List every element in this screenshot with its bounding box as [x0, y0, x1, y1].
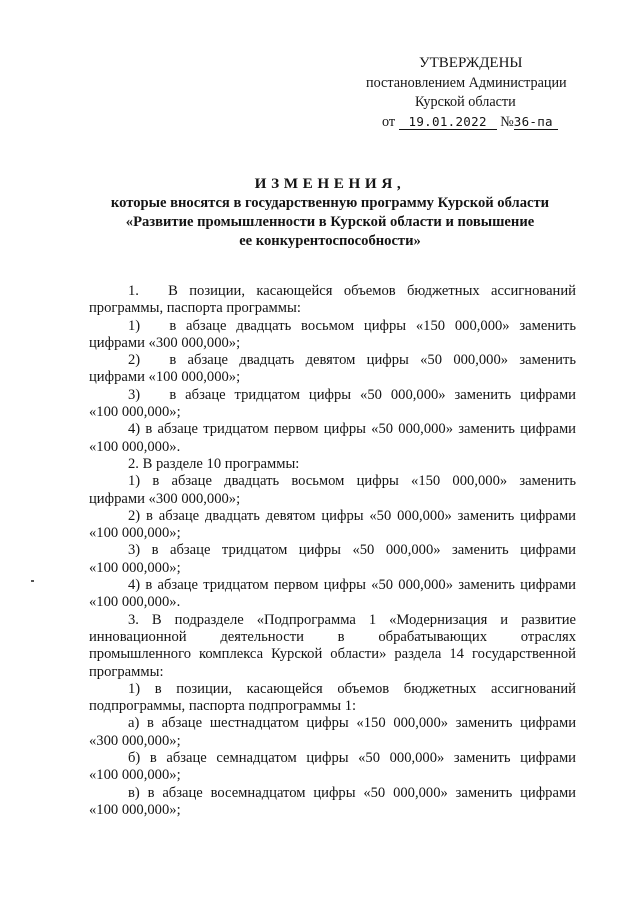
body-line: 4) в абзаце тридцатом первом цифры «50 000,000» заменить цифрами: [128, 577, 576, 594]
body-line: «100 000,000»;: [89, 801, 181, 818]
body-line: «100 000,000»;: [89, 404, 181, 421]
body-line: программы, паспорта программы:: [89, 300, 301, 317]
body-line: а) в абзаце шестнадцатом цифры «150 000,000» заменить цифрами: [128, 715, 576, 732]
body-line: промышленного комплекса Курской области» раздела 14 государственной: [89, 646, 576, 663]
document-heading: [80, 174, 580, 251]
body-line: цифрами «100 000,000»;: [89, 369, 241, 386]
approval-date-line: [360, 113, 590, 133]
body-line: «100 000,000»;: [89, 525, 181, 542]
body-line: «100 000,000»;: [89, 767, 181, 784]
heading-subtitle-2: «Развитие промышленности в Курской области и повышение: [125, 214, 535, 230]
body-line: 4) в абзаце тридцатом первом цифры «50 000,000» заменить цифрами: [128, 421, 576, 438]
approval-authority: постановлением Администрации: [366, 74, 567, 91]
approval-stamp: [360, 54, 590, 132]
scan-speck: [31, 580, 34, 582]
body-line: 1. В позиции, касающейся объемов бюджетных ассигнований: [128, 283, 576, 299]
body-line: цифрами «300 000,000»;: [89, 334, 241, 351]
body-line: 3) в абзаце тридцатом цифры «50 000,000» заменить цифрами: [128, 542, 576, 559]
body-line: цифрами «300 000,000»;: [89, 490, 241, 507]
date-prefix: от: [382, 113, 396, 130]
body-line: 2) в абзаце двадцать девятом цифры «50 000,000» заменить: [128, 352, 576, 369]
heading-title: ИЗМЕНЕНИЯ,: [254, 175, 406, 192]
body-line: программы:: [89, 663, 164, 680]
body-line: «100 000,000».: [89, 594, 181, 611]
body-line: 1) в позиции, касающейся объемов бюджетных ассигнований: [128, 680, 576, 697]
heading-subtitle-3: ее конкурентоспособности»: [239, 233, 421, 249]
document-body: [89, 283, 576, 819]
body-line: инновационной деятельности в обрабатывающих отраслях: [89, 628, 576, 645]
approval-number: 36-па: [514, 114, 558, 130]
approval-title: УТВЕРЖДЕНЫ: [419, 55, 523, 71]
number-prefix: №: [500, 113, 514, 130]
body-line: б) в абзаце семнадцатом цифры «50 000,000» заменить цифрами: [128, 750, 576, 767]
approval-date: 19.01.2022: [399, 114, 497, 130]
body-line: в) в абзаце восемнадцатом цифры «50 000,000» заменить цифрами: [128, 784, 576, 801]
body-line: подпрограммы, паспорта подпрограммы 1:: [89, 698, 357, 715]
body-line: 3. В подразделе «Подпрограмма 1 «Модернизация и развитие: [128, 611, 576, 628]
body-line: 2. В разделе 10 программы:: [128, 455, 300, 472]
body-line: 1) в абзаце двадцать восьмом цифры «150 000,000» заменить: [128, 473, 576, 490]
body-line: «100 000,000».: [89, 438, 181, 455]
body-line: 1) в абзаце двадцать восьмом цифры «150 000,000» заменить: [128, 317, 576, 334]
body-line: 2) в абзаце двадцать девятом цифры «50 000,000» заменить цифрами: [128, 507, 576, 524]
approval-region: Курской области: [415, 94, 516, 110]
body-line: «100 000,000»;: [89, 559, 181, 576]
body-line: 3) в абзаце тридцатом цифры «50 000,000» заменить цифрами: [128, 386, 576, 403]
body-line: «300 000,000»;: [89, 732, 181, 749]
heading-subtitle-1: которые вносятся в государственную программу Курской области: [110, 195, 550, 211]
